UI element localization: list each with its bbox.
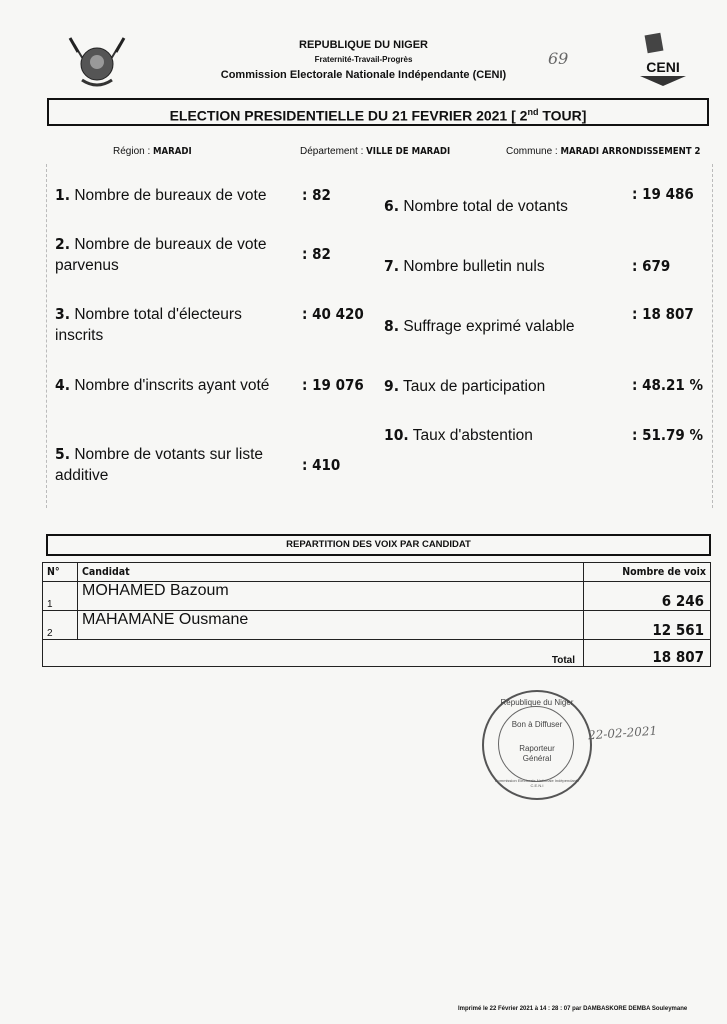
results-table xyxy=(42,562,711,667)
stamp-role1: Raporteur xyxy=(519,744,555,753)
handwritten-number: 69 xyxy=(548,49,569,68)
stat-8-value: : 18 807 xyxy=(632,305,694,323)
col-num: N° xyxy=(43,563,78,582)
stat-10-label: 10. Taux d'abstention xyxy=(384,426,533,444)
table-row xyxy=(43,582,711,611)
commission-name: Commission Electorale Nationale Indépendante (CENI) xyxy=(220,69,507,81)
total-label: Total xyxy=(43,640,584,667)
row-num: 1 xyxy=(43,582,78,611)
row-num: 2 xyxy=(43,611,78,640)
stat-2-label: 2. Nombre de bureaux de vote parvenus xyxy=(55,235,267,274)
stat-6-value: : 19 486 xyxy=(632,185,694,203)
stat-8-label: 8. Suffrage exprimé valable xyxy=(384,317,575,335)
motto: Fraternité-Travail-Progrès xyxy=(314,55,413,64)
ceni-logo xyxy=(634,32,692,88)
row-votes: 12 561 xyxy=(584,611,711,640)
total-value: 18 807 xyxy=(584,640,711,667)
ceni-logo-text: CENI xyxy=(646,59,680,75)
country-name: REPUBLIQUE DU NIGER xyxy=(299,39,428,51)
stat-6-label: 6. Nombre total de votants xyxy=(384,197,568,215)
stamp-bottom-text: Commission Electorale Nationale Indépendante C.E.N.I xyxy=(494,778,580,788)
col-candidate: Candidat xyxy=(78,563,584,582)
stamp-outer-text: République du Niger xyxy=(500,698,574,707)
stamp-role2: Général xyxy=(522,754,552,763)
print-footer: Imprimé le 22 Février 2021 à 14 : 28 : 07 par DAMBASKORE DEMBA Souleymane xyxy=(458,1006,688,1012)
stamp-middle-text: Bon à Diffuser xyxy=(511,720,563,729)
stat-4-label: 4. Nombre d'inscrits ayant voté xyxy=(55,376,270,394)
stat-7-value: : 679 xyxy=(632,257,671,275)
row-candidate: MOHAMED Bazoum xyxy=(78,582,584,611)
stat-3-label: 3. Nombre total d'électeurs inscrits xyxy=(55,305,242,344)
table-row xyxy=(43,611,711,640)
election-title: ELECTION PRESIDENTIELLE DU 21 FEVRIER 2021 [ 2nd TOUR] xyxy=(47,98,709,126)
stamp-date: 22-02-2021 xyxy=(587,723,658,743)
stat-7-label: 7. Nombre bulletin nuls xyxy=(384,257,545,275)
region: Région : MARADI xyxy=(113,146,192,157)
total-row xyxy=(43,640,711,667)
stat-9-label: 9. Taux de participation xyxy=(384,377,546,395)
stat-5-label: 5. Nombre de votants sur liste additive xyxy=(55,445,263,484)
stat-5-value: : 410 xyxy=(302,456,341,474)
stat-1-value: : 82 xyxy=(302,186,331,204)
official-stamp xyxy=(482,690,592,800)
repartition-title: REPARTITION DES VOIX PAR CANDIDAT xyxy=(46,534,711,556)
commune: Commune : MARADI ARRONDISSEMENT 2 xyxy=(506,146,701,157)
stat-2-value: : 82 xyxy=(302,245,331,263)
stat-4-value: : 19 076 xyxy=(302,376,364,394)
stat-3-value: : 40 420 xyxy=(302,305,364,323)
row-candidate: MAHAMANE Ousmane xyxy=(78,611,584,640)
stat-9-value: : 48.21 % xyxy=(632,376,703,394)
table-header-row xyxy=(43,563,711,582)
stat-10-value: : 51.79 % xyxy=(632,426,703,444)
row-votes: 6 246 xyxy=(584,582,711,611)
departement: Département : VILLE DE MARADI xyxy=(300,146,451,157)
col-votes: Nombre de voix xyxy=(584,563,711,582)
stat-1-label: 1. Nombre de bureaux de vote xyxy=(55,186,267,204)
